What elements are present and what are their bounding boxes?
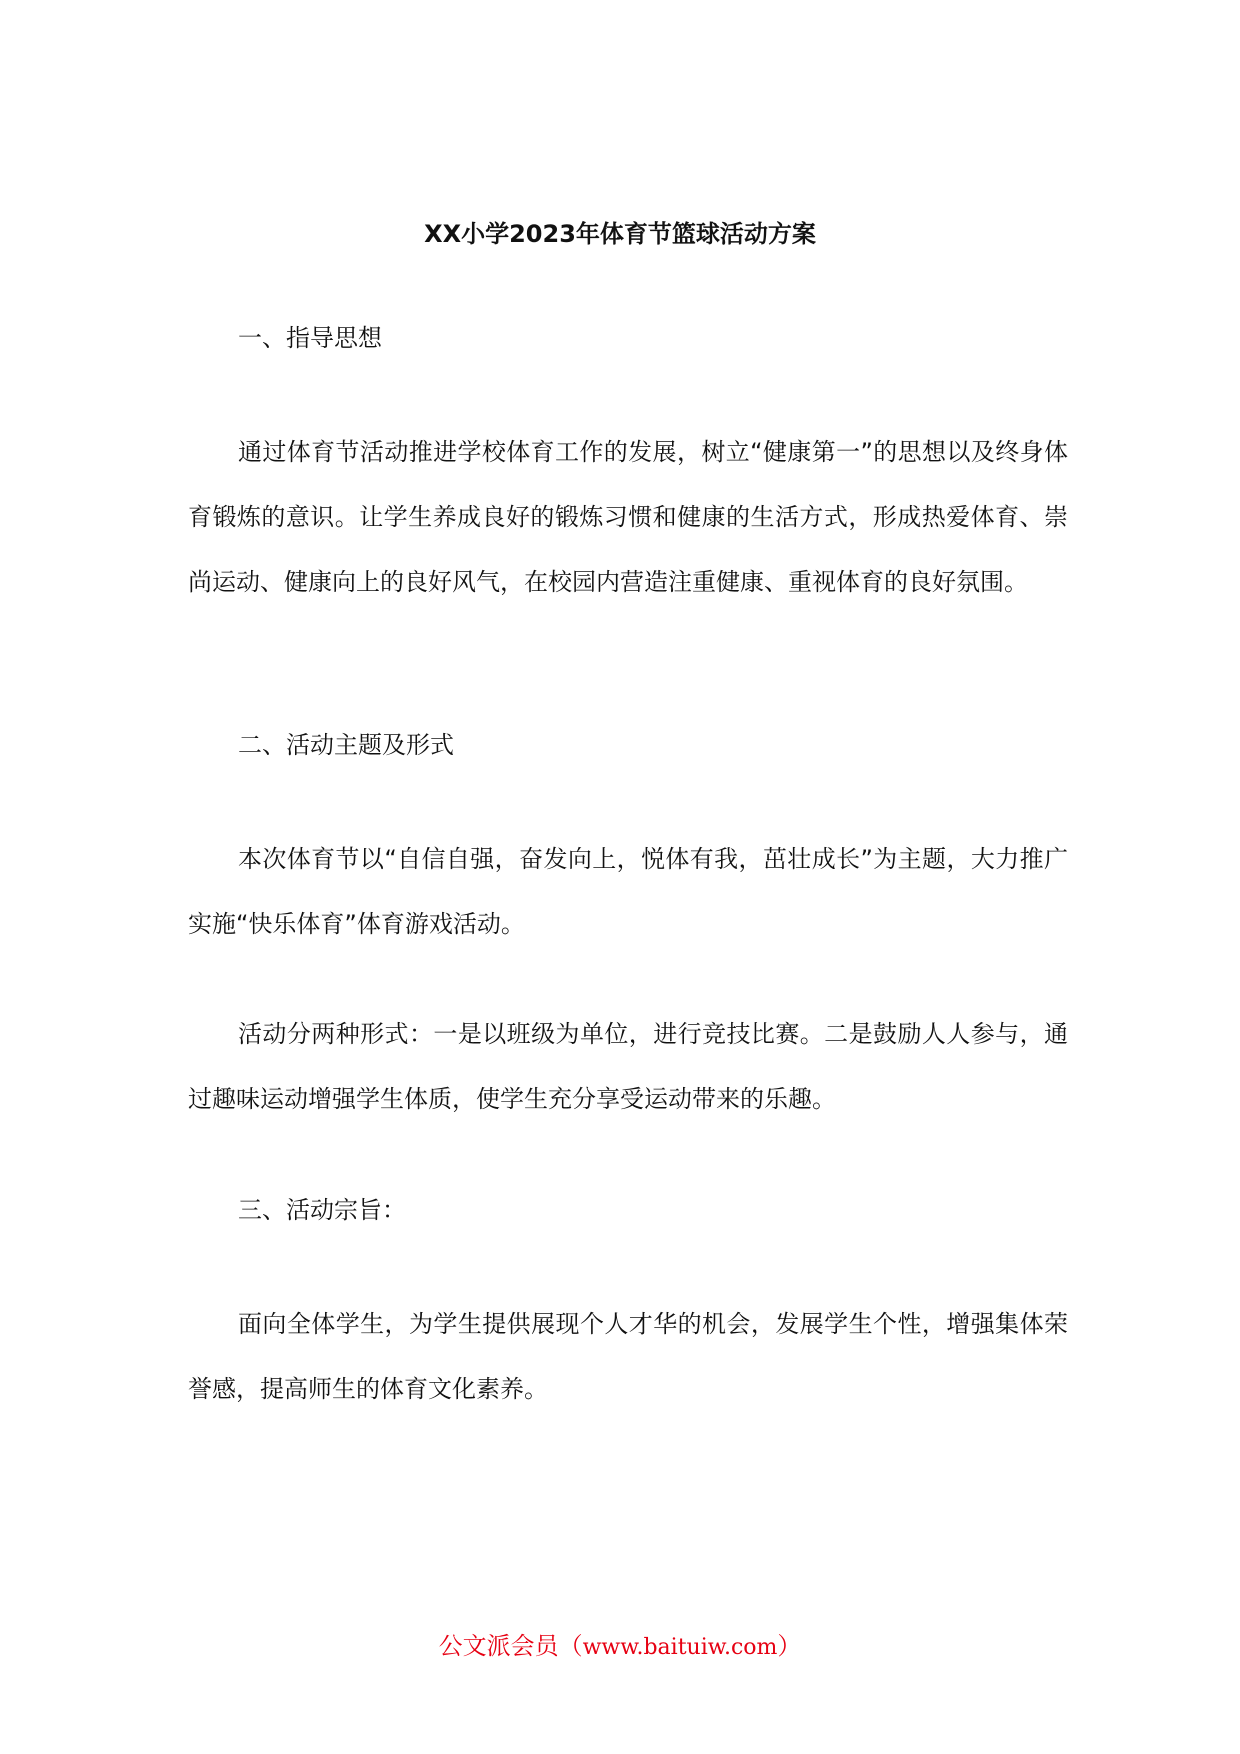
footer-label: 公文派会员（: [438, 1632, 583, 1660]
footer-close: ）: [777, 1632, 802, 1660]
footer-url-link[interactable]: www.baituiw.com: [582, 1635, 778, 1660]
paragraph: 面向全体学生，为学生提供展现个人才华的机会，发展学生个性，增强集体荣誉感，提高师生的体育文化素养。: [188, 1310, 1068, 1403]
paragraph: 本次体育节以“自信自强，奋发向上，悦体有我，茁壮成长”为主题，大力推广实施“快乐体育”体育游戏活动。: [188, 845, 1068, 938]
paragraph: 通过体育节活动推进学校体育工作的发展，树立“健康第一”的思想以及终身体育锻炼的意识。让学生养成良好的锻炼习惯和健康的生活方式，形成热爱体育、崇尚运动、健康向上的良好风气，在校园内营造注重健康、重视体育的良好氛围。: [188, 438, 1068, 596]
section-heading-3: 三、活动宗旨：: [238, 1196, 406, 1224]
section-heading-2: 二、活动主题及形式: [238, 731, 454, 759]
section-body-2a: [188, 827, 1068, 957]
paragraph: 活动分两种形式：一是以班级为单位，进行竞技比赛。二是鼓励人人参与，通过趣味运动增强学生体质，使学生充分享受运动带来的乐趣。: [188, 1020, 1068, 1113]
document-title: XX小学2023年体育节篮球活动方案: [424, 220, 816, 248]
section-body-3: [188, 1292, 1068, 1422]
section-body-1: [188, 420, 1068, 615]
section-heading-1: 一、指导思想: [238, 324, 382, 352]
section-body-2b: [188, 1002, 1068, 1132]
footer-watermark: [0, 1626, 1240, 1661]
